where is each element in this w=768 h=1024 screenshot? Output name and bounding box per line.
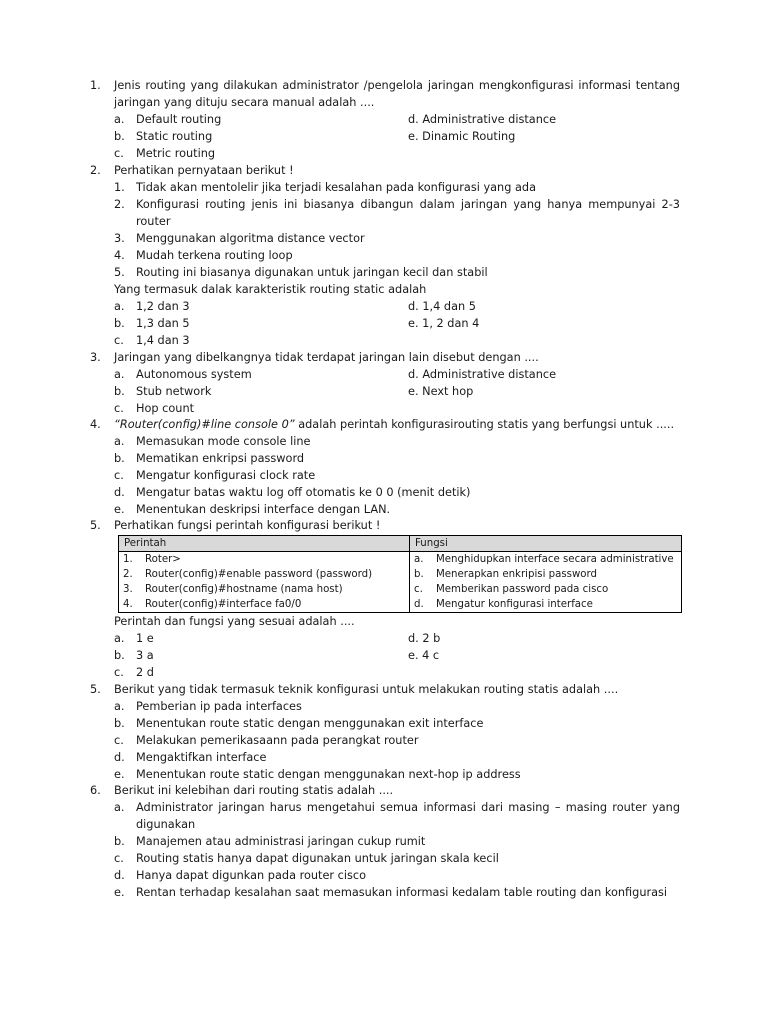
option-row bbox=[90, 799, 680, 833]
option-text: Stub network bbox=[136, 385, 212, 398]
option-text: e. 4 c bbox=[408, 649, 440, 662]
statement-label: 4. bbox=[114, 249, 125, 262]
option-row bbox=[90, 450, 680, 467]
option-label: c. bbox=[114, 334, 124, 347]
statement-text: Mudah terkena routing loop bbox=[136, 249, 293, 262]
option-text: 1,4 dan 3 bbox=[136, 334, 190, 347]
option-label: b. bbox=[114, 835, 125, 848]
table-header-row bbox=[119, 536, 682, 552]
option-label: c. bbox=[114, 469, 124, 482]
option-row bbox=[90, 698, 680, 715]
option-label: a. bbox=[114, 300, 125, 313]
option-text: Administrator jaringan harus mengetahui semua informasi dari masing – masing router yang digunakan bbox=[136, 801, 680, 831]
option-text: Memasukan mode console line bbox=[136, 435, 311, 448]
table-header: Fungsi bbox=[410, 536, 682, 552]
option-label: e. bbox=[114, 886, 125, 899]
option-row bbox=[90, 884, 680, 901]
question-number: 1. bbox=[90, 79, 101, 92]
option-text: Mengatur konfigurasi clock rate bbox=[136, 469, 316, 482]
statement-row bbox=[90, 247, 680, 264]
option-row bbox=[90, 383, 680, 400]
option-row bbox=[90, 467, 680, 484]
option-row bbox=[90, 400, 680, 417]
option-row bbox=[90, 664, 680, 681]
option-text: Menentukan deskripsi interface dengan LAN. bbox=[136, 503, 391, 516]
option-label: d. bbox=[114, 869, 125, 882]
option-label: b. bbox=[114, 649, 125, 662]
option-text: e. Dinamic Routing bbox=[408, 130, 516, 143]
option-row bbox=[90, 128, 680, 145]
table-row bbox=[119, 552, 682, 613]
option-text: 1 e bbox=[136, 632, 154, 645]
statement-label: 5. bbox=[114, 266, 125, 279]
option-label: c. bbox=[114, 666, 124, 679]
table-cell-line: b. Menerapkan enkripisi password bbox=[414, 569, 598, 580]
command-function-table bbox=[118, 535, 682, 613]
option-text: 3 a bbox=[136, 649, 154, 662]
statement-row bbox=[90, 179, 680, 196]
table-header: Perintah bbox=[119, 536, 410, 552]
option-row bbox=[90, 433, 680, 450]
option-row bbox=[90, 647, 680, 664]
statement-row bbox=[90, 196, 680, 230]
statement-label: 3. bbox=[114, 232, 125, 245]
option-text: d. 1,4 dan 5 bbox=[408, 300, 476, 313]
question-text: Perhatikan pernyataan berikut ! bbox=[114, 164, 294, 177]
question-prompt: Perintah dan fungsi yang sesuai adalah .... bbox=[114, 615, 355, 628]
option-label: b. bbox=[114, 717, 125, 730]
option-row bbox=[90, 145, 680, 162]
statement-label: 1. bbox=[114, 181, 125, 194]
option-text: Mematikan enkripsi password bbox=[136, 452, 305, 465]
option-row bbox=[90, 850, 680, 867]
option-text: Rentan terhadap kesalahan saat memasukan informasi kedalam table routing dan konfigurasi bbox=[136, 886, 668, 899]
option-text: Mengatur batas waktu log off otomatis ke 0 0 (menit detik) bbox=[136, 486, 471, 499]
option-text: Hanya dapat digunkan pada router cisco bbox=[136, 869, 367, 882]
statement-text: Menggunakan algoritma distance vector bbox=[136, 232, 365, 245]
table-cell-line: 4. Router(config)#interface fa0/0 bbox=[123, 599, 302, 610]
option-label: e. bbox=[114, 768, 125, 781]
table-cell-line: 2. Router(config)#enable password (password) bbox=[123, 569, 373, 580]
question-text: Berikut ini kelebihan dari routing statis adalah .... bbox=[114, 784, 394, 797]
command-text: “Router(config)#line console 0” bbox=[114, 418, 295, 431]
option-text: e. Next hop bbox=[408, 385, 474, 398]
option-text: Manajemen atau administrasi jaringan cukup rumit bbox=[136, 835, 426, 848]
statement-row bbox=[90, 230, 680, 247]
question-text: Berikut yang tidak termasuk teknik konfigurasi untuk melakukan routing statis adalah .... bbox=[114, 683, 619, 696]
question-text: Jaringan yang dibelkangnya tidak terdapat jaringan lain disebut dengan .... bbox=[114, 351, 539, 364]
statement-label: 2. bbox=[114, 198, 125, 211]
option-text: 1,3 dan 5 bbox=[136, 317, 190, 330]
option-row bbox=[90, 111, 680, 128]
statement-row bbox=[90, 264, 680, 281]
table-cell-line: a. Menghidupkan interface secara administrative bbox=[414, 554, 674, 565]
question-text bbox=[114, 416, 674, 433]
option-label: a. bbox=[114, 632, 125, 645]
option-label: a. bbox=[114, 368, 125, 381]
option-row bbox=[90, 630, 680, 647]
option-text: Melakukan pemerikasaann pada perangkat router bbox=[136, 734, 419, 747]
option-label: c. bbox=[114, 852, 124, 865]
option-text: Routing statis hanya dapat digunakan untuk jaringan skala kecil bbox=[136, 852, 499, 865]
table-cell-line: d. Mengatur konfigurasi interface bbox=[414, 599, 593, 610]
option-text: Menentukan route static dengan menggunakan exit interface bbox=[136, 717, 484, 730]
statement-text: Tidak akan mentolelir jika terjadi kesalahan pada konfigurasi yang ada bbox=[136, 181, 536, 194]
option-row bbox=[90, 732, 680, 749]
question-text-rest: adalah perintah konfigurasirouting statis yang berfungsi untuk ..... bbox=[294, 418, 675, 431]
option-label: d. bbox=[114, 486, 125, 499]
table-cell-line: 1. Roter> bbox=[123, 554, 181, 565]
table-cell-line: 3. Router(config)#hostname (nama host) bbox=[123, 584, 343, 595]
option-row bbox=[90, 715, 680, 732]
option-text: d. 2 b bbox=[408, 632, 441, 645]
option-label: b. bbox=[114, 385, 125, 398]
option-text: 2 d bbox=[136, 666, 154, 679]
option-text: Hop count bbox=[136, 402, 195, 415]
statement-text: Routing ini biasanya digunakan untuk jaringan kecil dan stabil bbox=[136, 266, 488, 279]
option-label: c. bbox=[114, 402, 124, 415]
option-text: Static routing bbox=[136, 130, 213, 143]
option-label: a. bbox=[114, 700, 125, 713]
option-label: b. bbox=[114, 317, 125, 330]
option-label: a. bbox=[114, 801, 125, 814]
question-number: 2. bbox=[90, 164, 101, 177]
option-row bbox=[90, 298, 680, 315]
option-text: Menentukan route static dengan menggunakan next-hop ip address bbox=[136, 768, 521, 781]
option-label: b. bbox=[114, 452, 125, 465]
option-row bbox=[90, 332, 680, 349]
question-number: 6. bbox=[90, 784, 101, 797]
option-text: d. Administrative distance bbox=[408, 113, 557, 126]
option-text: Autonomous system bbox=[136, 368, 252, 381]
option-row bbox=[90, 833, 680, 850]
option-row bbox=[90, 484, 680, 501]
option-text: Metric routing bbox=[136, 147, 216, 160]
question-number: 3. bbox=[90, 351, 101, 364]
option-label: b. bbox=[114, 130, 125, 143]
option-row bbox=[90, 315, 680, 332]
option-text: d. Administrative distance bbox=[408, 368, 557, 381]
option-text: Default routing bbox=[136, 113, 222, 126]
question-prompt: Yang termasuk dalak karakteristik routing static adalah bbox=[114, 283, 427, 296]
option-text: e. 1, 2 dan 4 bbox=[408, 317, 480, 330]
option-label: a. bbox=[114, 113, 125, 126]
statement-text: Konfigurasi routing jenis ini biasanya dibangun dalam jaringan yang hanya mempunyai 2-3 router bbox=[136, 198, 680, 228]
question-number: 5. bbox=[90, 683, 101, 696]
question-number: 4. bbox=[90, 418, 101, 431]
table-cell-fungsi bbox=[410, 552, 682, 613]
option-row bbox=[90, 749, 680, 766]
option-row bbox=[90, 766, 680, 783]
table-cell-perintah bbox=[119, 552, 410, 613]
option-label: d. bbox=[114, 751, 125, 764]
option-row bbox=[90, 366, 680, 383]
option-label: a. bbox=[114, 435, 125, 448]
option-label: c. bbox=[114, 147, 124, 160]
option-label: c. bbox=[114, 734, 124, 747]
option-text: 1,2 dan 3 bbox=[136, 300, 190, 313]
table-cell-line: c. Memberikan password pada cisco bbox=[414, 584, 609, 595]
option-text: Pemberian ip pada interfaces bbox=[136, 700, 302, 713]
question-text: Perhatikan fungsi perintah konfigurasi berikut ! bbox=[114, 519, 381, 532]
question-text: Jenis routing yang dilakukan administrator /pengelola jaringan mengkonfigurasi informasi tentang jaringan yang dituju secara manual adalah .... bbox=[114, 79, 680, 109]
question-number: 5. bbox=[90, 519, 101, 532]
option-row bbox=[90, 867, 680, 884]
option-label: e. bbox=[114, 503, 125, 516]
option-row bbox=[90, 501, 680, 518]
option-text: Mengaktifkan interface bbox=[136, 751, 267, 764]
